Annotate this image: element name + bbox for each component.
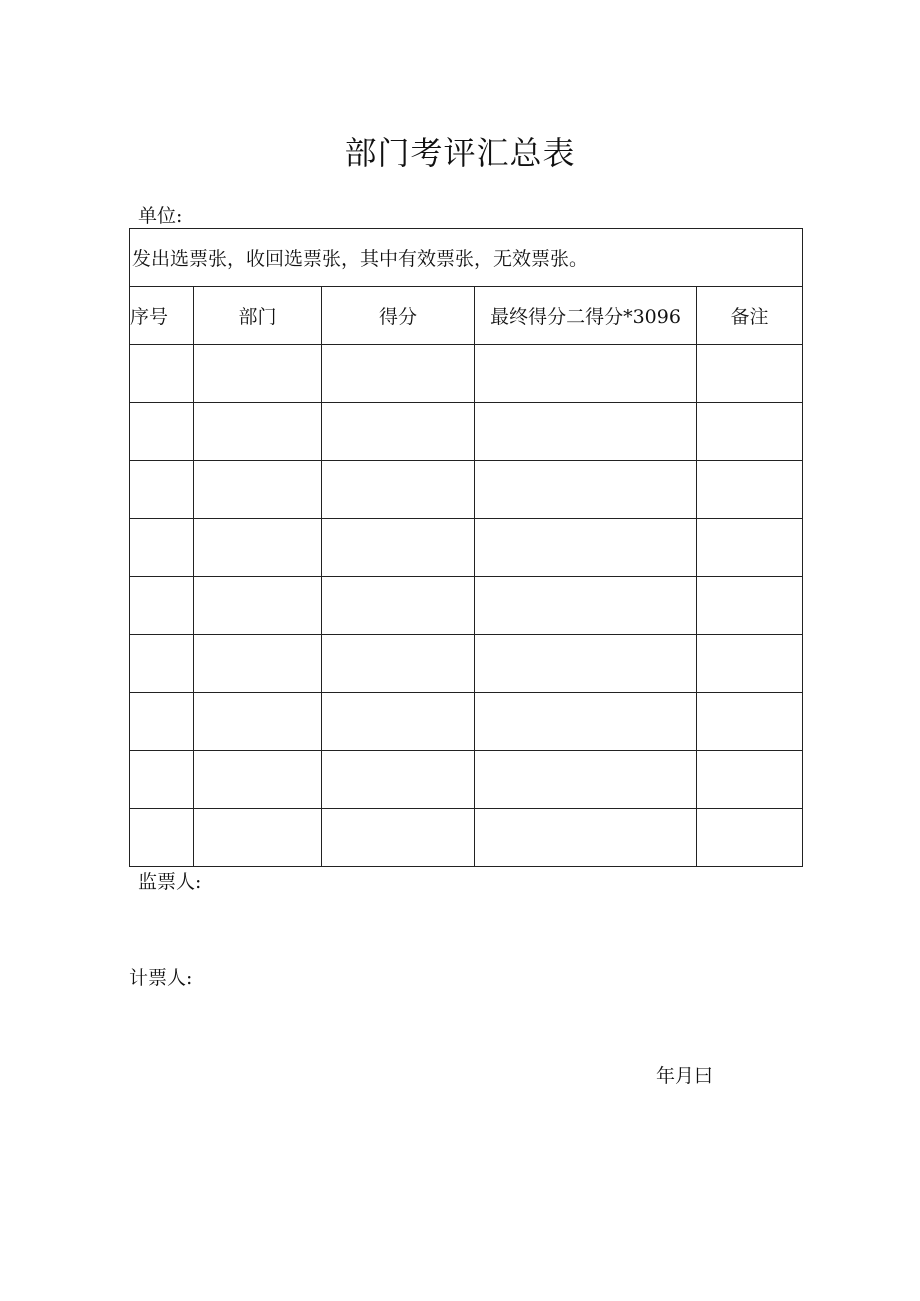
cell-index xyxy=(130,403,194,461)
cell-score xyxy=(322,809,475,867)
cell-final-score xyxy=(475,461,697,519)
cell-department xyxy=(194,461,322,519)
cell-index xyxy=(130,461,194,519)
cell-score xyxy=(322,577,475,635)
cell-remarks xyxy=(697,693,803,751)
cell-score xyxy=(322,693,475,751)
cell-index xyxy=(130,519,194,577)
monitor-label: 监票人: xyxy=(138,871,202,893)
cell-score xyxy=(322,635,475,693)
cell-final-score xyxy=(475,751,697,809)
table-row xyxy=(130,403,803,461)
cell-final-score xyxy=(475,345,697,403)
cell-final-score xyxy=(475,519,697,577)
table-row xyxy=(130,461,803,519)
cell-index xyxy=(130,577,194,635)
cell-department xyxy=(194,577,322,635)
cell-remarks xyxy=(697,577,803,635)
cell-final-score xyxy=(475,635,697,693)
cell-index xyxy=(130,809,194,867)
table-row xyxy=(130,693,803,751)
cell-department xyxy=(194,809,322,867)
page-title: 部门考评汇总表 xyxy=(344,134,576,172)
cell-index xyxy=(130,751,194,809)
table-row xyxy=(130,635,803,693)
evaluation-table xyxy=(129,228,803,867)
cell-department xyxy=(194,635,322,693)
cell-remarks xyxy=(697,635,803,693)
ballot-summary-row xyxy=(130,229,803,287)
table-row xyxy=(130,519,803,577)
ballot-summary: 发出选票张，收回选票张，其中有效票张，无效票张。 xyxy=(130,229,803,287)
cell-final-score xyxy=(475,693,697,751)
cell-index xyxy=(130,345,194,403)
cell-score xyxy=(322,461,475,519)
cell-remarks xyxy=(697,519,803,577)
cell-final-score xyxy=(475,577,697,635)
header-score: 得分 xyxy=(322,287,475,345)
cell-final-score xyxy=(475,403,697,461)
table-header-row xyxy=(130,287,803,345)
cell-department xyxy=(194,403,322,461)
table-row xyxy=(130,751,803,809)
table-row xyxy=(130,345,803,403)
cell-index xyxy=(130,693,194,751)
counter-label: 计票人: xyxy=(129,967,193,989)
cell-score xyxy=(322,403,475,461)
cell-remarks xyxy=(697,751,803,809)
cell-final-score xyxy=(475,809,697,867)
header-index: 序号 xyxy=(130,287,194,345)
header-remarks: 备注 xyxy=(697,287,803,345)
header-final-score: 最终得分二得分*3096 xyxy=(475,287,697,345)
cell-score xyxy=(322,751,475,809)
date-label: 年月曰 xyxy=(656,1065,714,1087)
cell-department xyxy=(194,519,322,577)
cell-remarks xyxy=(697,809,803,867)
cell-department xyxy=(194,693,322,751)
cell-department xyxy=(194,345,322,403)
unit-label: 单位: xyxy=(138,205,183,227)
cell-remarks xyxy=(697,461,803,519)
cell-index xyxy=(130,635,194,693)
cell-department xyxy=(194,751,322,809)
header-department: 部门 xyxy=(194,287,322,345)
cell-remarks xyxy=(697,345,803,403)
cell-score xyxy=(322,519,475,577)
cell-remarks xyxy=(697,403,803,461)
table-row xyxy=(130,809,803,867)
table-row xyxy=(130,577,803,635)
cell-score xyxy=(322,345,475,403)
